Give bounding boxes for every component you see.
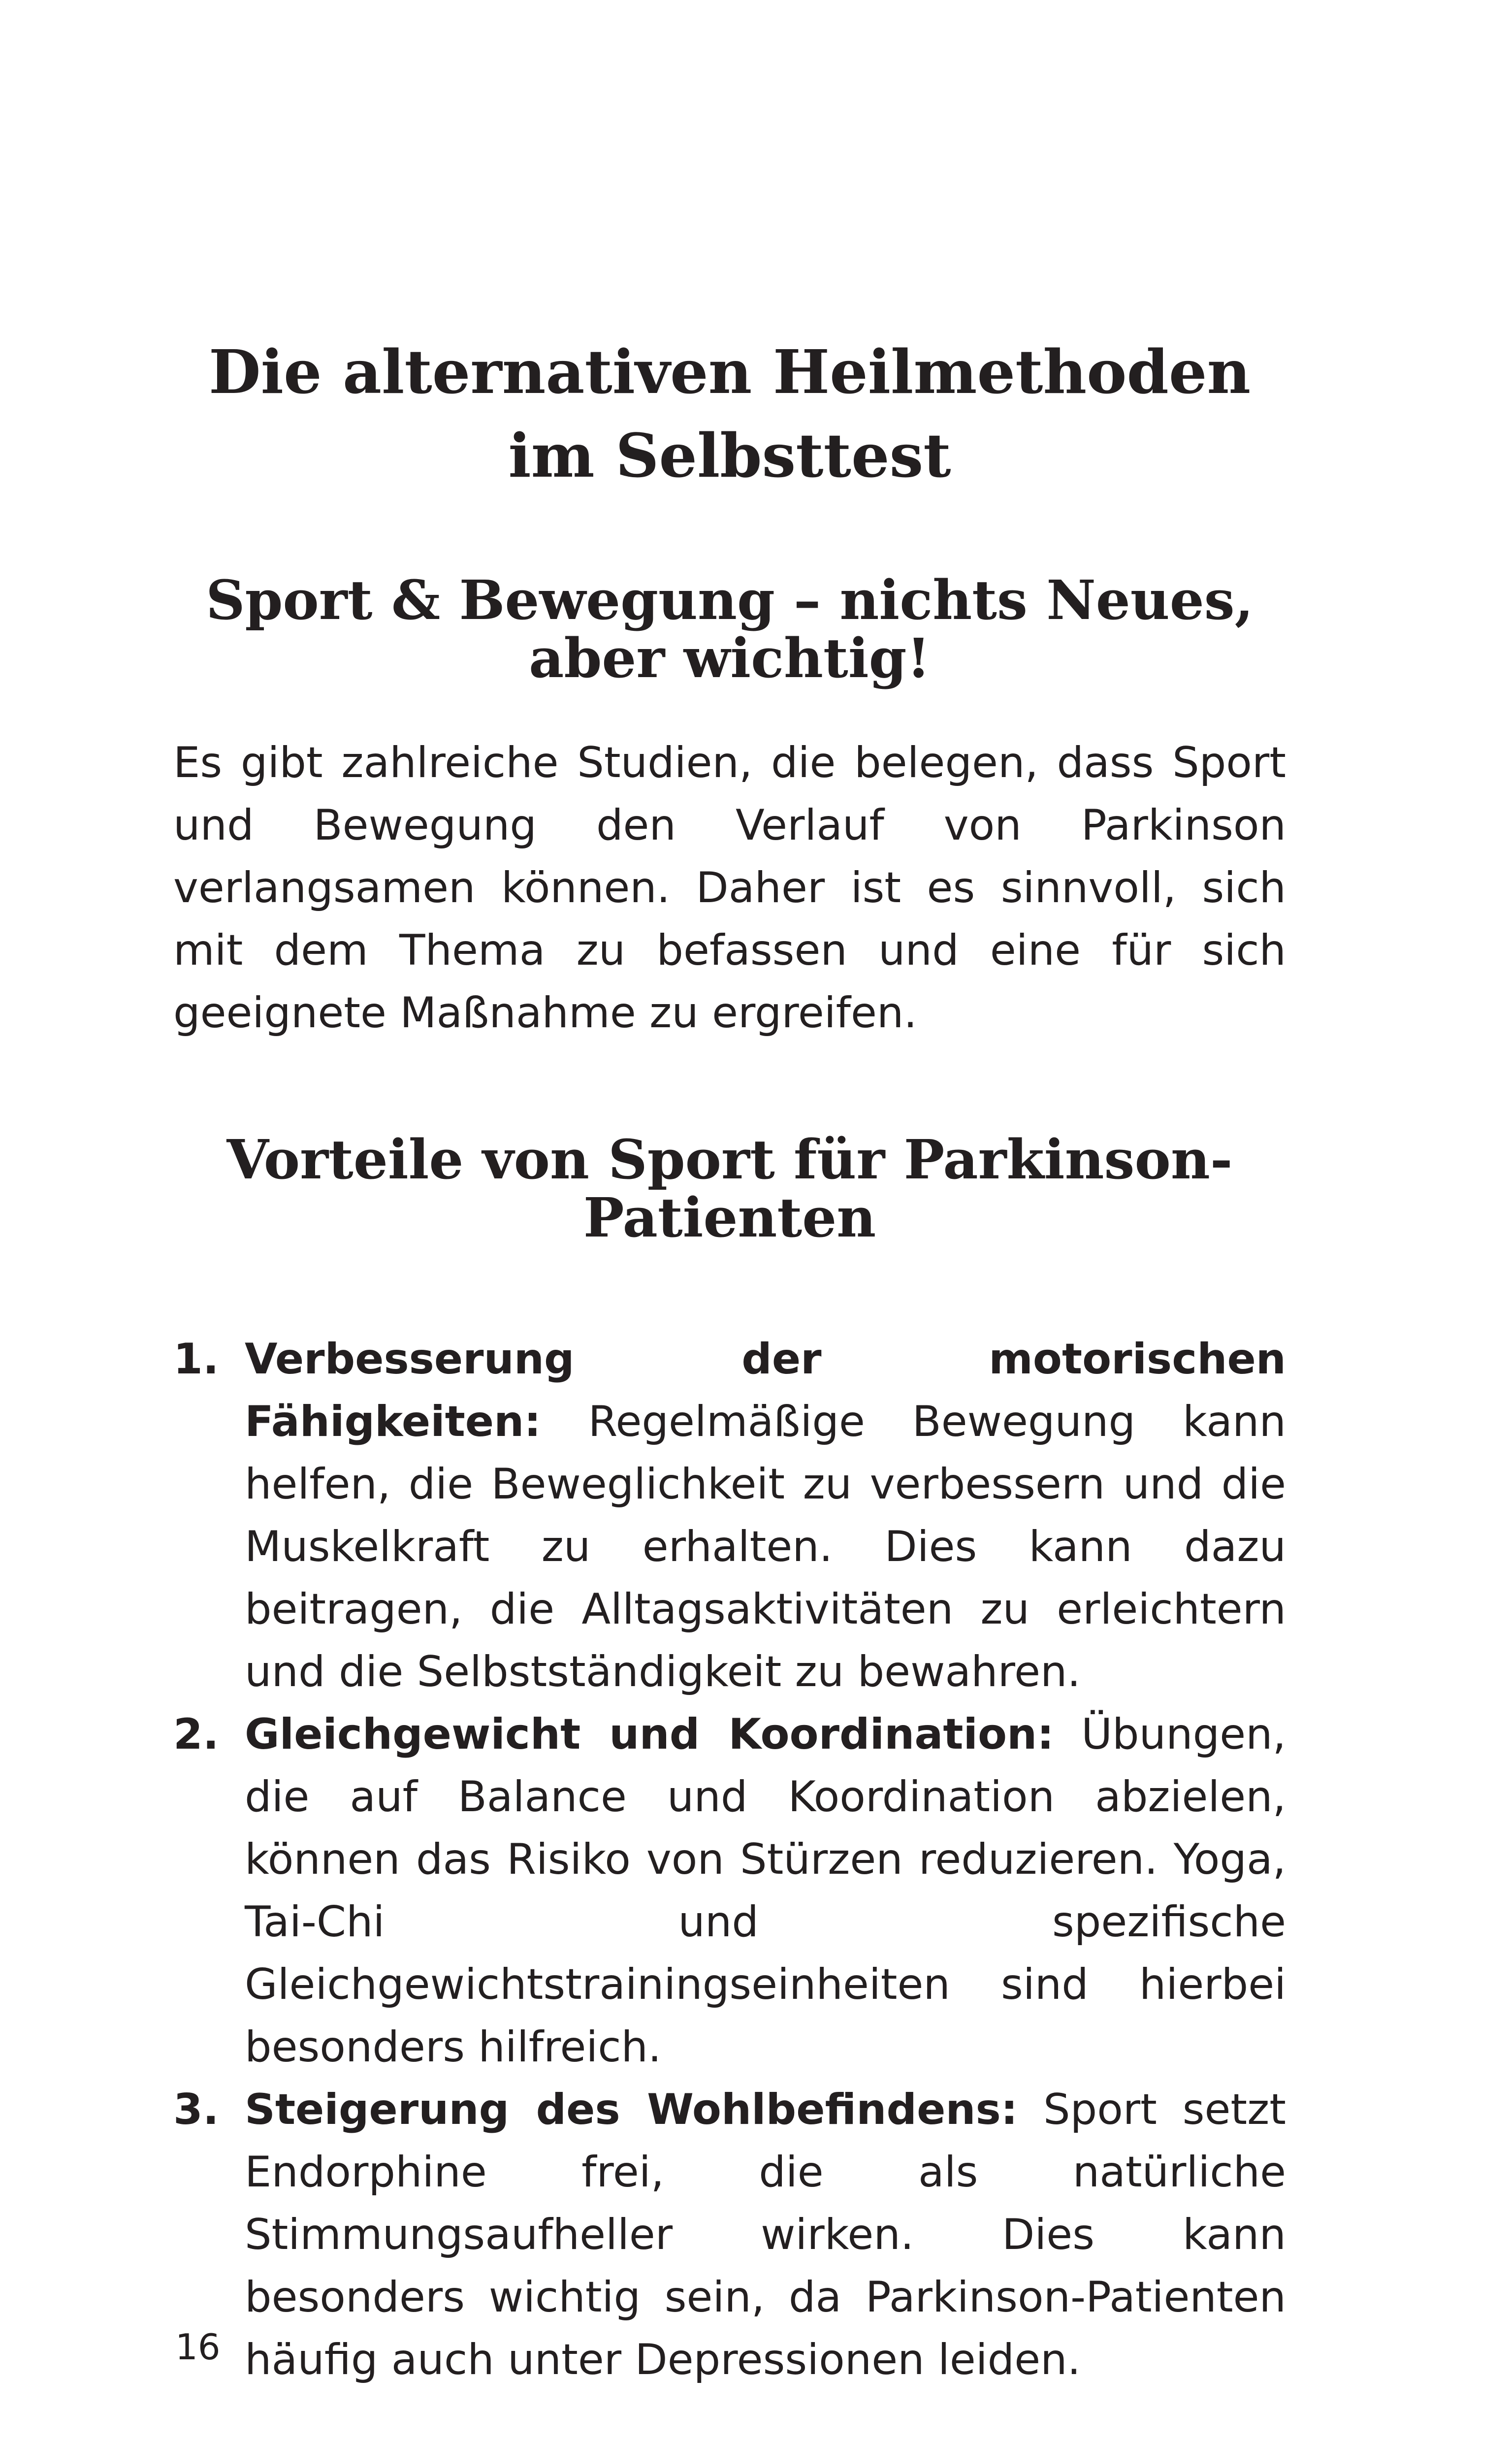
page-content bbox=[173, 330, 1286, 2391]
subsection-title: Vorteile von Sport für Parkinson-Patienten bbox=[226, 1128, 1233, 1249]
benefit-term: Steigerung des Wohlbefindens: bbox=[245, 2085, 1018, 2134]
page-number: 16 bbox=[175, 2326, 221, 2368]
benefit-number: 2. bbox=[173, 1710, 219, 1759]
benefit-item bbox=[173, 2079, 1286, 2391]
section-title: Sport & Bewegung – nichts Neues, aber wichtig! bbox=[206, 568, 1254, 690]
benefit-term: Verbesserung der motorischen Fähigkeiten: bbox=[245, 1335, 1286, 1446]
benefit-text: Sport setzt Endorphine frei, die als natürliche Stimmungsaufheller wirken. Dies kann besonders wichtig sein, da Parkinson-Patienten häufig auch unter Depressionen leiden. bbox=[245, 2085, 1286, 2384]
benefit-term: Gleichgewicht und Koordination: bbox=[245, 1710, 1054, 1759]
benefit-text: Regelmäßige Bewegung kann helfen, die Beweglichkeit zu verbessern und die Muskelkraft zu erhalten. Dies kann dazu beitragen, die Alltagsaktivitäten zu erleichtern und die Selbstständigkeit zu bewahren. bbox=[245, 1397, 1286, 1696]
benefits-list bbox=[173, 1328, 1286, 2391]
benefit-number: 1. bbox=[173, 1335, 219, 1384]
chapter-title: Die alternativen Heilmethoden im Selbsttest bbox=[208, 336, 1251, 491]
benefit-item bbox=[173, 1703, 1286, 2079]
benefit-item bbox=[173, 1328, 1286, 1703]
benefit-text: Übungen, die auf Balance und Koordination abzielen, können das Risiko von Stürzen reduzieren. Yoga, Tai-Chi und spezifische Gleichgewichtstrainingseinheiten sind hierbei besonders hilfreich. bbox=[245, 1710, 1286, 2072]
intro-paragraph: Es gibt zahlreiche Studien, die belegen, dass Sport und Bewegung den Verlauf von Parkinson verlangsamen können. Daher ist es sinnvoll, sich mit dem Thema zu befassen und eine für sich geeignete Maßnahme zu ergreifen. bbox=[173, 738, 1286, 1038]
benefit-number: 3. bbox=[173, 2085, 219, 2134]
